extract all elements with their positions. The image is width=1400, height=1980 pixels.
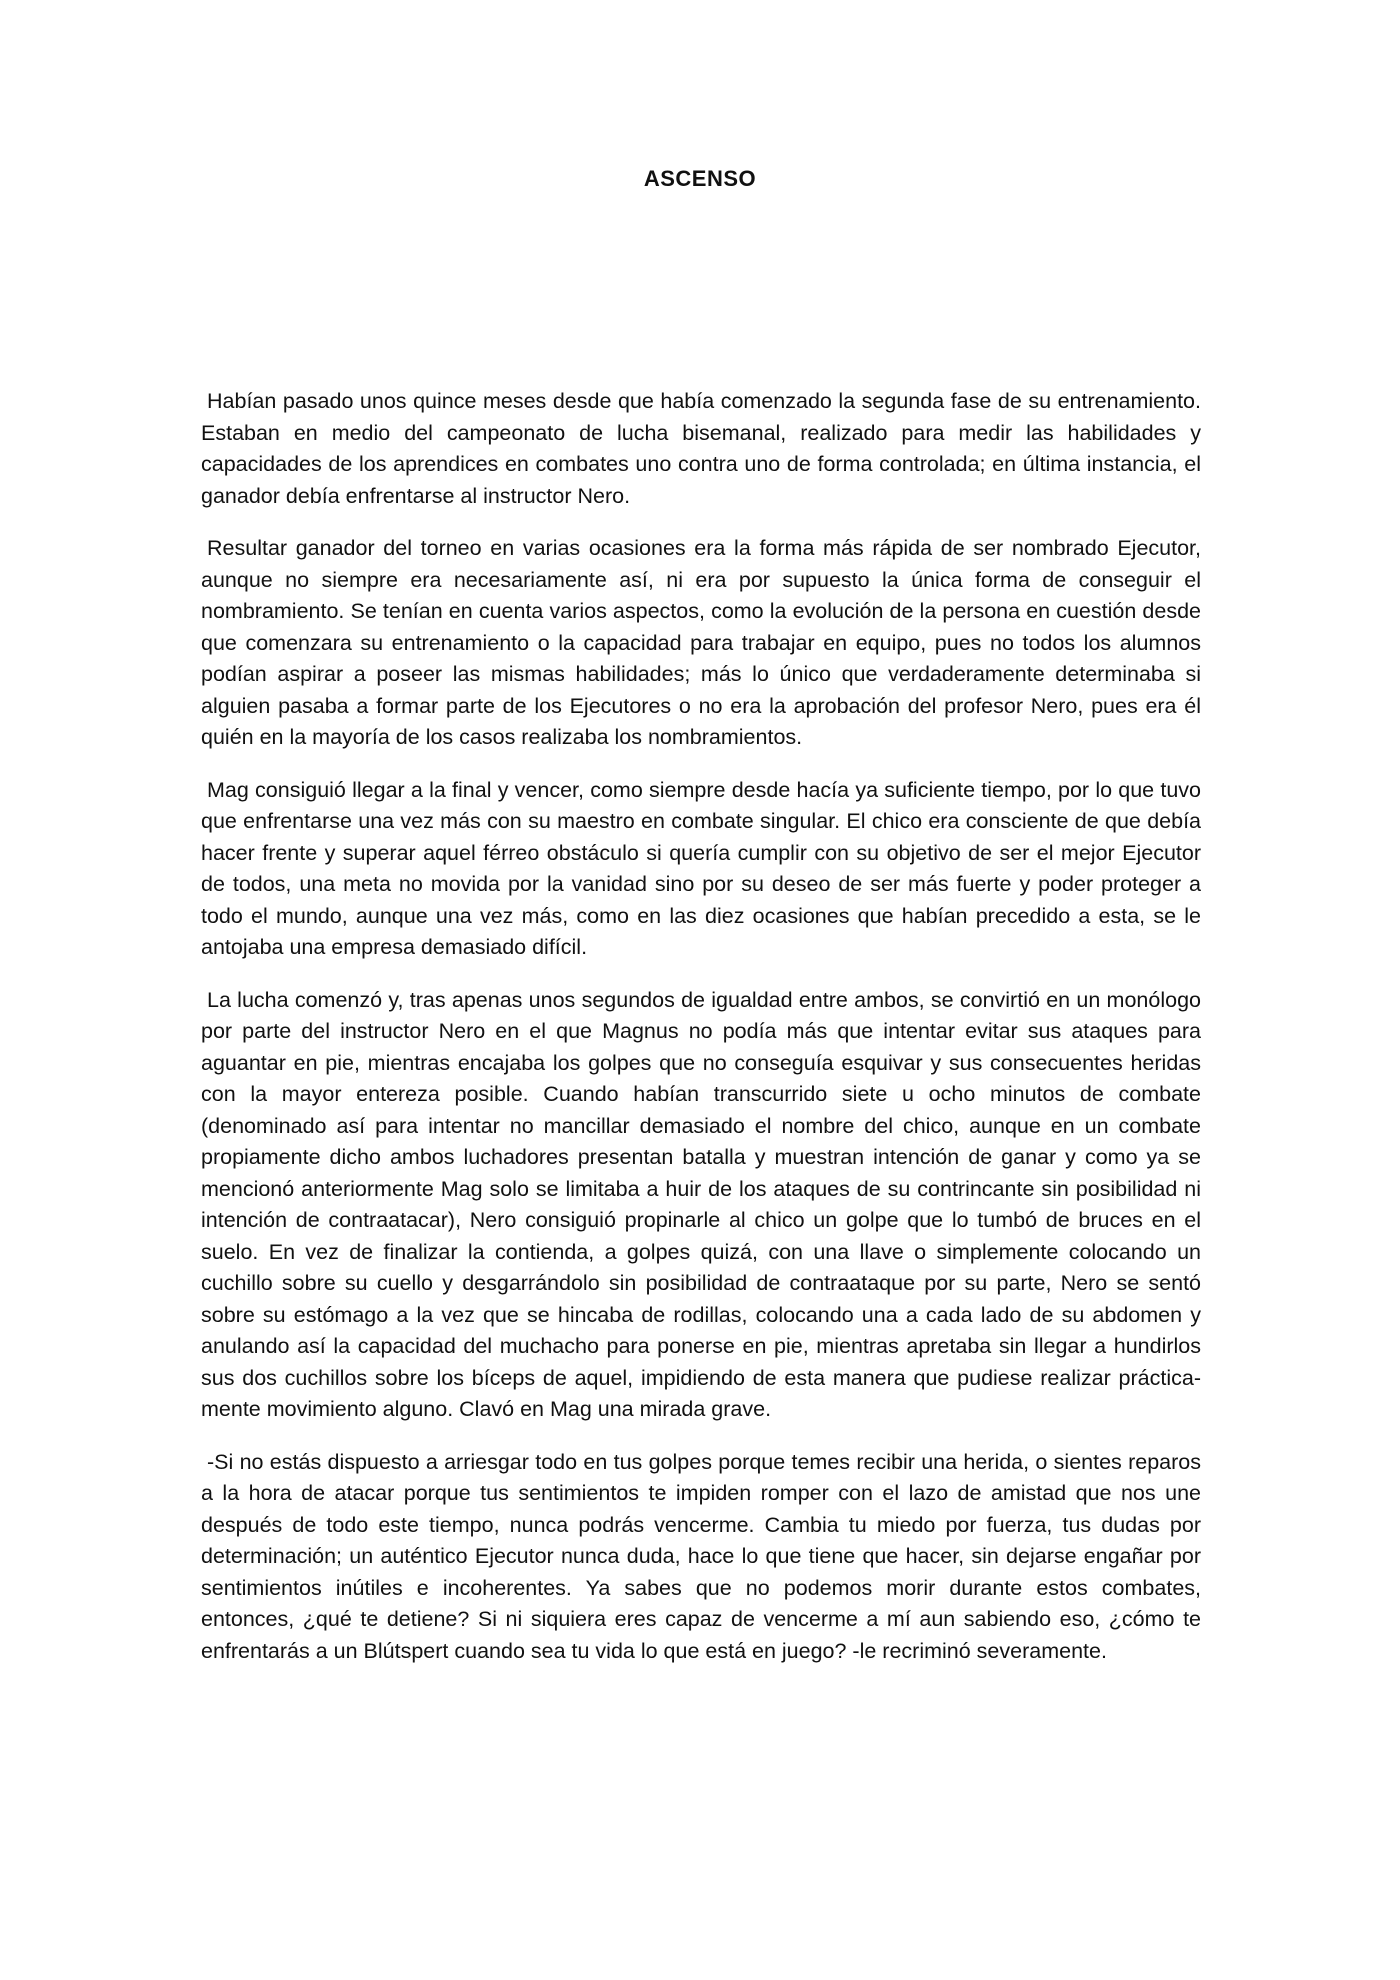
document-title: ASCENSO xyxy=(643,166,757,191)
document-body xyxy=(201,386,1201,1688)
paragraph: -Si no estás dispuesto a arriesgar todo en tus golpes porque temes recibir una herida, o sientes reparos a la hora de atacar porque tus sentimientos te impiden romper con el lazo de amistad que nos une después de todo este tiempo, nunca podrás vencerme. Cambia tu miedo por fuerza, tus dudas por determinación; un auténtico Ejecutor nunca duda, hace lo que tiene que hacer, sin dejarse engañar por sentimientos inútiles e incoherentes. Ya sabes que no podemos morir durante estos combates, entonces, ¿qué te detiene? Si ni siquiera eres capaz de vencerme a mí aun sabiendo eso, ¿cómo te enfrentarás a un Blútspert cuando sea tu vida lo que está en juego? -le recriminó severamente. xyxy=(201,1449,1201,1663)
paragraph: Mag consiguió llegar a la final y vencer, como siempre desde hacía ya suficiente tiempo, por lo que tuvo que enfrentarse una vez más con su maestro en combate singular. El chico era consciente de que debía hacer frente y superar aquel férreo obstáculo si quería cumplir con su objetivo de ser el mejor Ejecutor de todos, una meta no movida por la vanidad sino por su deseo de ser más fuerte y poder proteger a todo el mundo, aunque una vez más, como en las diez ocasiones que habían precedido a esta, se le antojaba una empresa demasiado difícil. xyxy=(201,777,1201,959)
paragraph: Habían pasado unos quince meses desde que había comenzado la segunda fase de su entrenamiento. Estaban en medio del campeonato de lucha bisemanal, realizado para medir las habilidades y capacidades de los aprendices en combates uno contra uno de forma controlada; en última instancia, el ganador debía enfrentarse al instructor Nero. xyxy=(201,389,1201,508)
paragraph: La lucha comenzó y, tras apenas unos segundos de igualdad entre ambos, se convirtió en un monólogo por parte del instructor Nero en el que Magnus no podía más que intentar evitar sus ataques para aguantar en pie, mientras encajaba los golpes que no conseguía esquivar y sus consecuentes heridas con la mayor entereza posible. Cuando habían transcurrido siete u ocho minutos de combate (denominado así para intentar no mancillar demasiado el nombre del chico, aunque en un combate propiamente dicho ambos luchadores presentan batalla y muestran intención de ganar y como ya se mencionó anteriormente Mag solo se limitaba a huir de los ataques de su contrincante sin posibilidad ni intención de contraatacar), Nero consiguió propinarle al chico un golpe que lo tumbó de bruces en el suelo. En vez de finalizar la contienda, a golpes quizá, con una llave o simplemente colocando un cuchillo sobre su cuello y desgarrándolo sin posibilidad de contraataque por su parte, Nero se sentó sobre su estómago a la vez que se hincaba de rodillas, colocando una a cada lado de su abdomen y anulando así la capacidad del muchacho para ponerse en pie, mientras apretaba sin llegar a hundirlos sus dos cuchillos sobre los bíceps de aquel, impidiendo de esta manera que pudiese realizar prácticamente movimiento alguno. Clavó en Mag una mirada grave. xyxy=(201,987,1201,1421)
paragraph: Resultar ganador del torneo en varias ocasiones era la forma más rápida de ser nombrado Ejecutor, aunque no siempre era necesariamente así, ni era por supuesto la única forma de conseguir el nombramiento. Se tenían en cuenta varios aspectos, como la evolución de la persona en cuestión desde que comenzara su entrenamiento o la capacidad para trabajar en equipo, pues no todos los alumnos podían aspirar a poseer las mismas habilidades; más lo único que verdaderamente determinaba si alguien pasaba a formar parte de los Ejecutores o no era la aprobación del profesor Nero, pues era él quién en la mayoría de los casos realizaba los nombramientos. xyxy=(201,536,1201,749)
